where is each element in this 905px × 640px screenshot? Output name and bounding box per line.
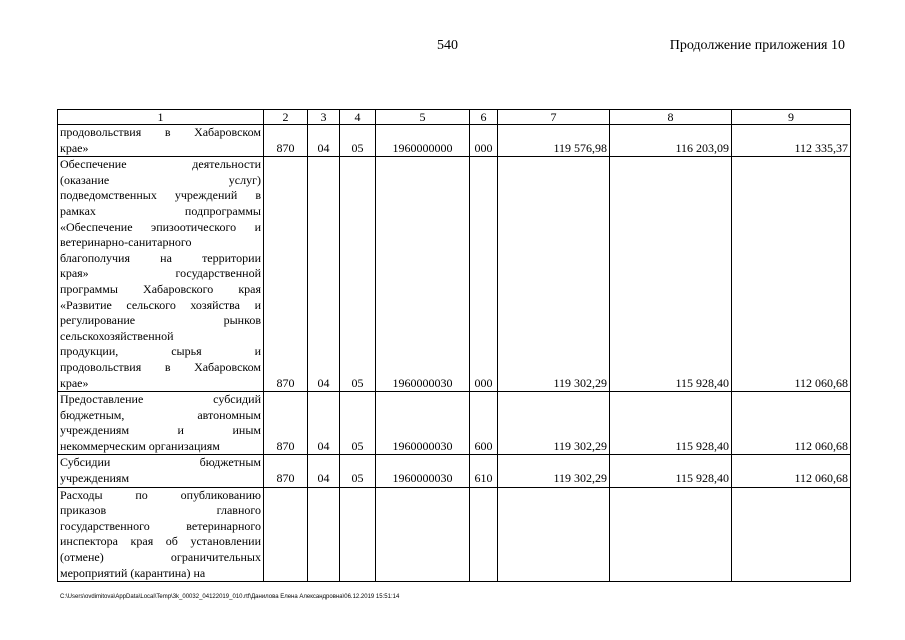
sum-2022-cell: 112 060,68 bbox=[732, 157, 851, 392]
expense-name-line: благополучия на территории bbox=[60, 250, 261, 265]
item-code-cell: 05 bbox=[340, 125, 376, 157]
sum-2020-cell: 119 576,98 bbox=[498, 125, 610, 157]
expense-name-line: продовольствия в Хабаровском bbox=[60, 125, 261, 139]
sum-2020-cell bbox=[498, 487, 610, 582]
expense-name-line: государственного ветеринарного bbox=[60, 518, 261, 533]
sum-2022-cell: 112 060,68 bbox=[732, 455, 851, 487]
item-code-cell: 05 bbox=[340, 455, 376, 487]
column-number-4: 4 bbox=[340, 110, 376, 125]
expense-name-line: приказов главного bbox=[60, 503, 261, 518]
column-number-3: 3 bbox=[308, 110, 340, 125]
column-number-row bbox=[58, 110, 851, 125]
target-article-cell: 1960000030 bbox=[376, 455, 470, 487]
expense-name-line: продовольствия в Хабаровском bbox=[60, 359, 261, 374]
section-code-cell bbox=[264, 487, 308, 582]
expense-name-line: Расходы по опубликованию bbox=[60, 487, 261, 502]
expense-name-line: бюджетным, автономным bbox=[60, 407, 261, 422]
expense-name-cell bbox=[58, 125, 264, 157]
expense-type-cell: 000 bbox=[470, 125, 498, 157]
section-code-cell: 870 bbox=[264, 157, 308, 392]
target-article-cell: 1960000030 bbox=[376, 392, 470, 455]
target-article-cell bbox=[376, 487, 470, 582]
expense-name-line: (отмене) ограничительных bbox=[60, 550, 261, 565]
expense-name-cell bbox=[58, 392, 264, 455]
expense-name-line: Субсидии бюджетным bbox=[60, 455, 261, 470]
column-number-8: 8 bbox=[610, 110, 732, 125]
expense-name-line: мероприятий (карантина) на bbox=[60, 565, 206, 580]
subsection-code-cell: 04 bbox=[308, 392, 340, 455]
table-row bbox=[58, 157, 851, 392]
column-number-2: 2 bbox=[264, 110, 308, 125]
sum-2020-cell: 119 302,29 bbox=[498, 392, 610, 455]
subsection-code-cell: 04 bbox=[308, 157, 340, 392]
sum-2021-cell bbox=[610, 487, 732, 582]
sum-2021-cell: 116 203,09 bbox=[610, 125, 732, 157]
target-article-cell: 1960000030 bbox=[376, 157, 470, 392]
table-row bbox=[58, 487, 851, 582]
column-number-1: 1 bbox=[58, 110, 264, 125]
expense-name-line: учреждениям bbox=[60, 471, 130, 486]
expense-name-line: «Обеспечение эпизоотического и bbox=[60, 219, 261, 234]
expense-name-line: подведомственных учреждений в bbox=[60, 188, 261, 203]
expense-name-line: сельскохозяйственной bbox=[60, 328, 174, 343]
sum-2021-cell: 115 928,40 bbox=[610, 157, 732, 392]
sum-2022-cell: 112 335,37 bbox=[732, 125, 851, 157]
section-code-cell: 870 bbox=[264, 392, 308, 455]
expense-name-line: рамках подпрограммы bbox=[60, 203, 261, 218]
expense-name-line: «Развитие сельского хозяйства и bbox=[60, 297, 261, 312]
expense-name-line: (оказание услуг) bbox=[60, 172, 261, 187]
expense-name-line: края» государственной bbox=[60, 266, 261, 281]
item-code-cell: 05 bbox=[340, 157, 376, 392]
sum-2020-cell: 119 302,29 bbox=[498, 455, 610, 487]
section-code-cell: 870 bbox=[264, 455, 308, 487]
expense-name-line: ветеринарно-санитарного bbox=[60, 235, 192, 250]
expense-name-line: Обеспечение деятельности bbox=[60, 157, 261, 172]
target-article-cell: 1960000000 bbox=[376, 125, 470, 157]
page-number: 540 bbox=[437, 38, 458, 53]
expense-name-line: крае» bbox=[60, 375, 89, 390]
section-code-cell: 870 bbox=[264, 125, 308, 157]
subsection-code-cell: 04 bbox=[308, 455, 340, 487]
sum-2022-cell: 112 060,68 bbox=[732, 392, 851, 455]
expense-name-line: учреждениям и иным bbox=[60, 423, 261, 438]
sum-2021-cell: 115 928,40 bbox=[610, 392, 732, 455]
appendix-caption: Продолжение приложения 10 bbox=[669, 38, 845, 53]
item-code-cell: 05 bbox=[340, 392, 376, 455]
sum-2022-cell bbox=[732, 487, 851, 582]
expense-type-cell: 000 bbox=[470, 157, 498, 392]
sum-2021-cell: 115 928,40 bbox=[610, 455, 732, 487]
table-row bbox=[58, 455, 851, 487]
sum-2020-cell: 119 302,29 bbox=[498, 157, 610, 392]
column-number-5: 5 bbox=[376, 110, 470, 125]
expense-name-cell bbox=[58, 487, 264, 582]
expense-type-cell bbox=[470, 487, 498, 582]
expense-name-line: продукции, сырья и bbox=[60, 344, 261, 359]
table-row bbox=[58, 125, 851, 157]
expense-name-line: регулирование рынков bbox=[60, 313, 261, 328]
table-body bbox=[58, 110, 851, 582]
expense-name-line: Предоставление субсидий bbox=[60, 392, 261, 407]
expense-name-line: инспектора края об установлении bbox=[60, 534, 261, 549]
column-number-9: 9 bbox=[732, 110, 851, 125]
file-path-footer: C:\Users\ovdimitova\AppData\Local\Temp\3k_00032_04122019_010.rtf\Данилова Елена Александровна\06.12.2019 15:51:14 bbox=[60, 594, 400, 600]
expense-name-line: крае» bbox=[60, 140, 89, 155]
expense-name-cell bbox=[58, 157, 264, 392]
column-number-6: 6 bbox=[470, 110, 498, 125]
expense-name-cell bbox=[58, 455, 264, 487]
column-number-7: 7 bbox=[498, 110, 610, 125]
budget-table bbox=[57, 109, 851, 582]
table-row bbox=[58, 392, 851, 455]
expense-type-cell: 610 bbox=[470, 455, 498, 487]
expense-name-line: некоммерческим организациям bbox=[60, 438, 220, 453]
expense-type-cell: 600 bbox=[470, 392, 498, 455]
subsection-code-cell bbox=[308, 487, 340, 582]
item-code-cell bbox=[340, 487, 376, 582]
subsection-code-cell: 04 bbox=[308, 125, 340, 157]
expense-name-line: программы Хабаровского края bbox=[60, 281, 261, 296]
